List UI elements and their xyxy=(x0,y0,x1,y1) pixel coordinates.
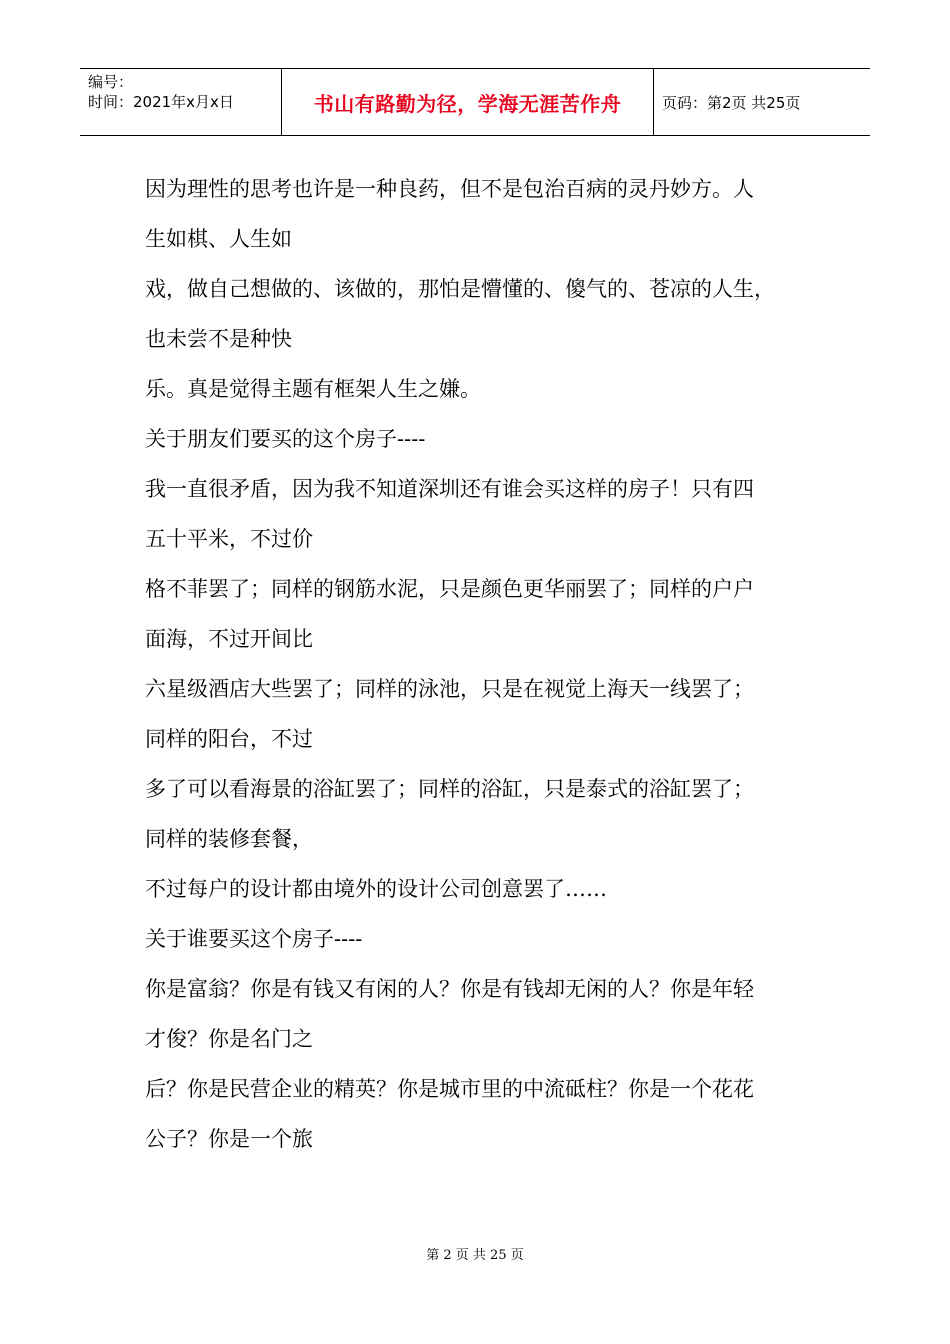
document-body xyxy=(145,164,825,1164)
body-line: 你是富翁？你是有钱又有闲的人？你是有钱却无闲的人？你是年轻 xyxy=(145,977,754,1001)
body-line: 因为理性的思考也许是一种良药，但不是包治百病的灵丹妙方。人 xyxy=(145,177,754,201)
body-line: 五十平米，不过价 xyxy=(145,527,313,551)
body-line: 关于谁要买这个房子---- xyxy=(145,927,363,951)
header-motto: 书山有路勤为径，学海无涯苦作舟 xyxy=(282,69,654,135)
body-line: 关于朋友们要买的这个房子---- xyxy=(145,427,426,451)
body-line: 后？你是民营企业的精英？你是城市里的中流砥柱？你是一个花花 xyxy=(145,1077,754,1101)
header-meta xyxy=(80,69,282,135)
document-time-label: 时间：2021年x月x日 xyxy=(88,93,234,111)
header-page-info: 页码：第2页 共25页 xyxy=(662,93,801,112)
body-line: 生如棋、人生如 xyxy=(145,227,292,251)
body-line: 六星级酒店大些罢了；同样的泳池，只是在视觉上海天一线罢了； xyxy=(145,677,754,701)
body-line: 公子？你是一个旅 xyxy=(145,1127,313,1151)
page-header xyxy=(80,68,870,136)
body-line: 多了可以看海景的浴缸罢了；同样的浴缸，只是泰式的浴缸罢了； xyxy=(145,777,754,801)
body-line: 才俊？你是名门之 xyxy=(145,1027,313,1051)
body-line: 格不菲罢了；同样的钢筋水泥，只是颜色更华丽罢了；同样的户户 xyxy=(145,577,754,601)
body-line: 戏，做自己想做的、该做的，那怕是懵懂的、傻气的、苍凉的人生， xyxy=(145,277,775,301)
body-line: 乐。真是觉得主题有框架人生之嫌。 xyxy=(145,377,481,401)
body-line: 同样的装修套餐， xyxy=(145,827,313,851)
document-number-label: 编号： xyxy=(88,73,134,91)
body-line: 也未尝不是种快 xyxy=(145,327,292,351)
body-line: 同样的阳台，不过 xyxy=(145,727,313,751)
page-footer: 第 2 页 共 25 页 xyxy=(426,1248,524,1263)
body-line: 我一直很矛盾，因为我不知道深圳还有谁会买这样的房子！只有四 xyxy=(145,477,754,501)
body-line: 面海，不过开间比 xyxy=(145,627,313,651)
body-line: 不过每户的设计都由境外的设计公司创意罢了…… xyxy=(145,877,607,901)
